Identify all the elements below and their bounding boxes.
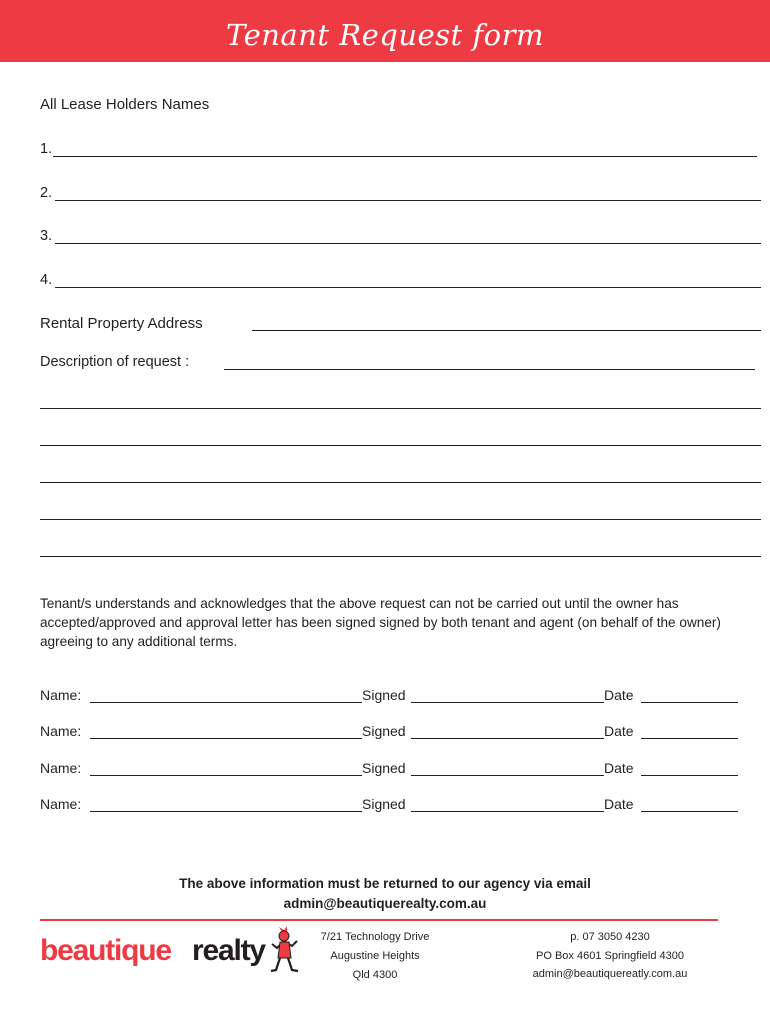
phone-number: p. 07 3050 4230 (570, 931, 650, 943)
date-label: Date (604, 760, 634, 776)
name-field[interactable] (90, 811, 362, 812)
date-field[interactable] (641, 775, 738, 776)
acknowledgement-notice: Tenant/s understands and acknowledges that the above request can not be carried out until the owner has accepted/approved and approval letter has been signed signed by both tenant and agent (on behalf of the owner) agreeing to any additional terms. (40, 596, 721, 649)
description-field[interactable] (224, 369, 755, 370)
property-address-label: Rental Property Address (40, 315, 203, 332)
address-line-2: Augustine Heights (330, 950, 420, 962)
return-instruction: The above information must be returned to our agency via email (179, 876, 591, 891)
contact-email[interactable]: admin@beautiquereatly.com.au (532, 968, 688, 980)
date-label: Date (604, 687, 634, 703)
signature-row (40, 723, 760, 743)
date-field[interactable] (641, 738, 738, 739)
return-email: admin@beautiquerealty.com.au (283, 896, 487, 911)
name-label: Name: (40, 760, 82, 776)
signed-label: Signed (362, 687, 406, 703)
name-field[interactable] (90, 775, 362, 776)
name-field[interactable] (90, 702, 362, 703)
signature-row (40, 687, 760, 707)
lease-holder-number-3: 3. (40, 228, 53, 244)
mascot-icon (268, 926, 300, 974)
description-label: Description of request : (40, 354, 190, 370)
description-line[interactable] (40, 408, 761, 409)
address-line-1: 7/21 Technology Drive (320, 931, 430, 943)
lease-holder-1-field[interactable] (53, 156, 757, 157)
name-label: Name: (40, 796, 82, 812)
description-line[interactable] (40, 445, 761, 446)
lease-holder-2-field[interactable] (55, 200, 761, 201)
date-label: Date (604, 723, 634, 739)
lease-holder-number-2: 2. (40, 185, 53, 201)
form-title: Tenant Request form (226, 18, 544, 52)
description-line[interactable] (40, 482, 761, 483)
lease-holders-heading: All Lease Holders Names (40, 96, 210, 113)
lease-holder-number-4: 4. (40, 272, 53, 288)
name-label: Name: (40, 723, 82, 739)
signed-label: Signed (362, 796, 406, 812)
address-line-3: Qld 4300 (352, 969, 398, 981)
property-address-field[interactable] (252, 330, 761, 331)
signed-label: Signed (362, 723, 406, 739)
signature-row (40, 796, 760, 816)
signature-row (40, 760, 760, 780)
lease-holder-3-field[interactable] (55, 243, 761, 244)
logo-word-beautique: beautique (40, 934, 171, 967)
name-label: Name: (40, 687, 82, 703)
signed-field[interactable] (411, 811, 604, 812)
description-line[interactable] (40, 556, 761, 557)
date-field[interactable] (641, 811, 738, 812)
po-box: PO Box 4601 Springfield 4300 (536, 950, 684, 962)
lease-holder-number-1: 1. (40, 141, 53, 157)
description-line[interactable] (40, 519, 761, 520)
lease-holder-4-field[interactable] (55, 287, 761, 288)
header-banner (0, 0, 770, 62)
date-label: Date (604, 796, 634, 812)
signed-field[interactable] (411, 775, 604, 776)
name-field[interactable] (90, 738, 362, 739)
date-field[interactable] (641, 702, 738, 703)
signed-label: Signed (362, 760, 406, 776)
signed-field[interactable] (411, 738, 604, 739)
logo-word-realty: realty (192, 934, 265, 967)
signed-field[interactable] (411, 702, 604, 703)
footer-divider (40, 919, 718, 921)
